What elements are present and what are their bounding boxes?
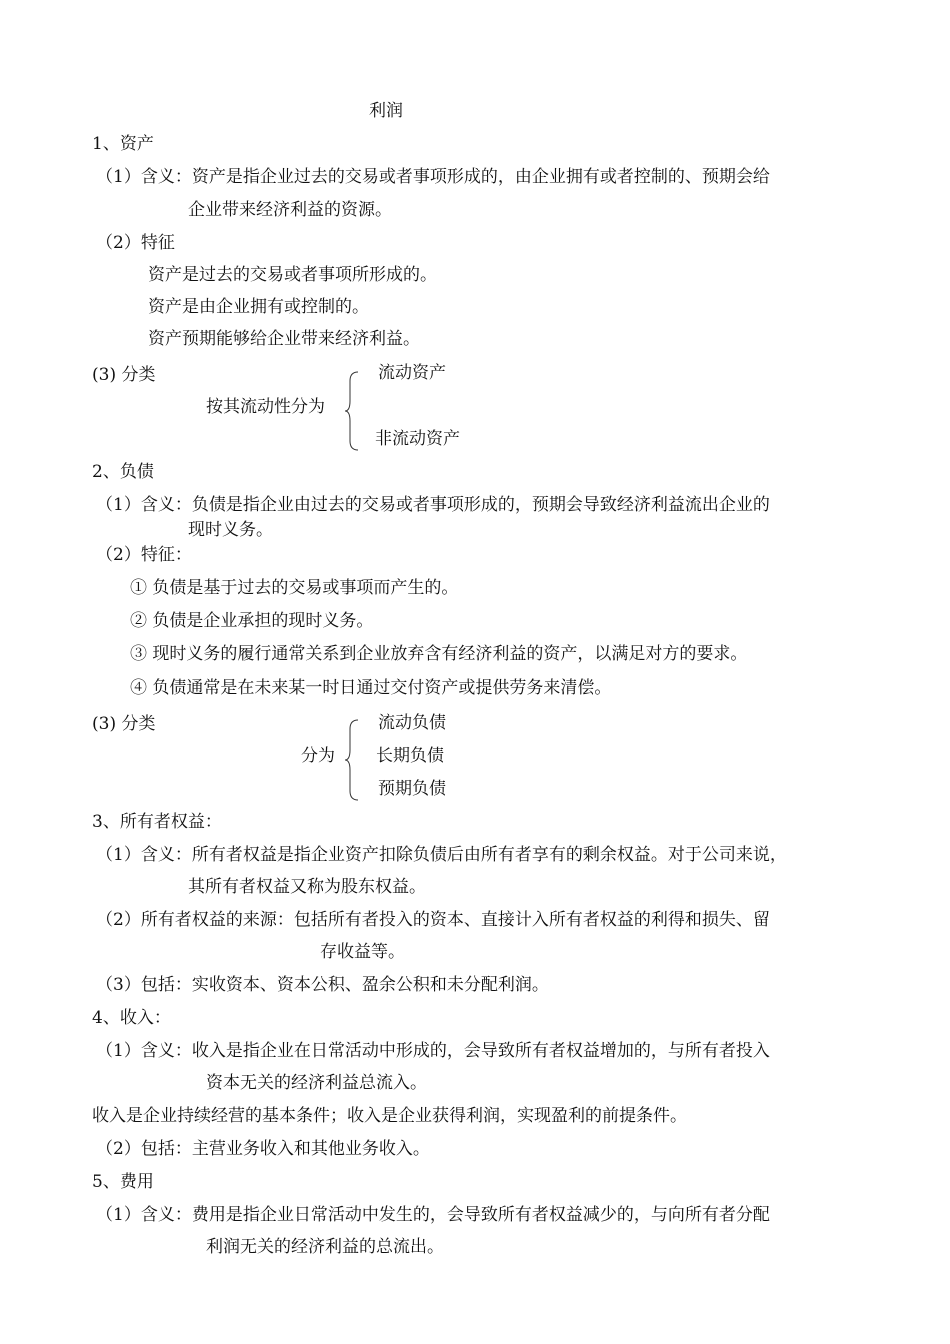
liabilities-brace-icon: [344, 719, 364, 801]
revenue-includes: （2）包括：主营业务收入和其他业务收入。: [96, 1139, 430, 1159]
liabilities-class-item: 流动负债: [378, 713, 446, 733]
page-title: 利润: [369, 101, 403, 121]
liabilities-features-heading: （2）特征：: [96, 545, 192, 565]
equity-source-line1: （2）所有者权益的来源：包括所有者投入的资本、直接计入所有者权益的利得和损失、留: [96, 910, 770, 930]
liabilities-definition-line1: （1）含义：负债是指企业由过去的交易或者事项形成的，预期会导致经济利益流出企业的: [96, 495, 770, 515]
assets-feature-item: 资产预期能够给企业带来经济利益。: [148, 329, 420, 349]
section-heading-revenue: 4、收入：: [92, 1008, 171, 1028]
expenses-definition-line1: （1）含义：费用是指企业日常活动中发生的，会导致所有者权益减少的，与向所有者分配: [96, 1205, 770, 1225]
liabilities-class-item: 预期负债: [378, 779, 446, 799]
assets-definition-line2: 企业带来经济利益的资源。: [188, 200, 392, 220]
assets-definition-line1: （1）含义：资产是指企业过去的交易或者事项形成的，由企业拥有或者控制的、预期会给: [96, 167, 770, 187]
equity-definition-line1: （1）含义：所有者权益是指企业资产扣除负债后由所有者享有的剩余权益。对于公司来说，: [96, 845, 787, 865]
assets-class-item: 非流动资产: [375, 429, 460, 449]
revenue-definition-line2: 资本无关的经济利益总流入。: [206, 1073, 427, 1093]
revenue-definition-line1: （1）含义：收入是指企业在日常活动中形成的，会导致所有者权益增加的，与所有者投入: [96, 1041, 770, 1061]
liabilities-classification-basis: 分为: [301, 746, 335, 766]
revenue-note: 收入是企业持续经营的基本条件；收入是企业获得利润，实现盈利的前提条件。: [92, 1106, 687, 1126]
liabilities-feature-item: ② 负债是企业承担的现时义务。: [130, 611, 374, 631]
liabilities-definition-line2: 现时义务。: [188, 520, 273, 540]
section-heading-expenses: 5、费用: [92, 1172, 154, 1192]
section-heading-equity: 3、所有者权益：: [92, 812, 222, 832]
liabilities-classification-heading: (3) 分类: [92, 714, 156, 734]
liabilities-class-item: 长期负债: [376, 746, 444, 766]
section-heading-assets: 1、资产: [92, 134, 154, 154]
assets-feature-item: 资产是由企业拥有或控制的。: [148, 297, 369, 317]
assets-classification-basis: 按其流动性分为: [206, 397, 325, 417]
expenses-definition-line2: 利润无关的经济利益的总流出。: [206, 1237, 444, 1257]
liabilities-feature-item: ③ 现时义务的履行通常关系到企业放弃含有经济利益的资产，以满足对方的要求。: [130, 644, 748, 664]
equity-source-line2: 存收益等。: [320, 942, 405, 962]
assets-brace-icon: [344, 371, 364, 451]
liabilities-feature-item: ④ 负债通常是在未来某一时日通过交付资产或提供劳务来清偿。: [130, 678, 612, 698]
equity-includes: （3）包括：实收资本、资本公积、盈余公积和未分配利润。: [96, 975, 549, 995]
liabilities-feature-item: ① 负债是基于过去的交易或事项而产生的。: [130, 578, 459, 598]
assets-class-item: 流动资产: [378, 363, 446, 383]
equity-definition-line2: 其所有者权益又称为股东权益。: [188, 877, 426, 897]
assets-feature-item: 资产是过去的交易或者事项所形成的。: [148, 265, 437, 285]
section-heading-liabilities: 2、负债: [92, 462, 154, 482]
assets-features-heading: （2）特征: [96, 233, 175, 253]
assets-classification-heading: (3) 分类: [92, 365, 156, 385]
